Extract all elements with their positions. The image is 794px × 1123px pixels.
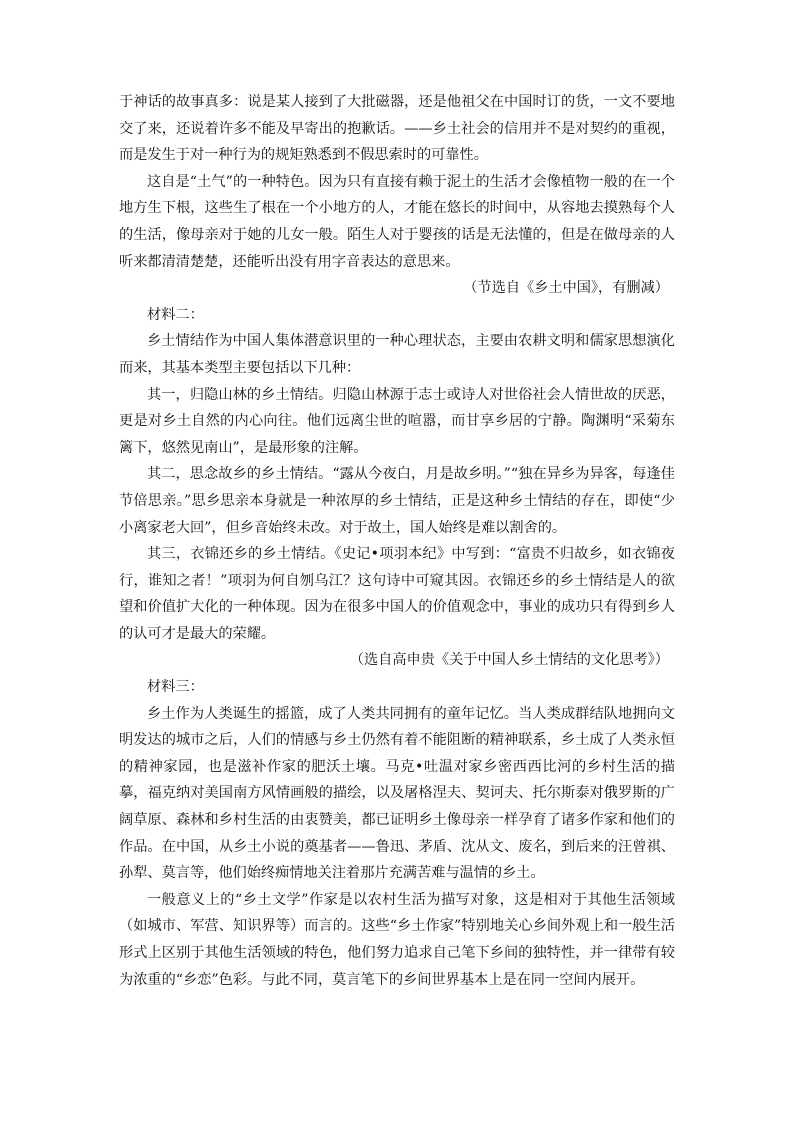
paragraph-cradle: 乡土作为人类诞生的摇篮，成了人类共同拥有的童年记忆。当人类成群结队地拥向文明发达的城市之后，人们的情感与乡土仍然有着不能阻断的精神联系，乡土成了人类永恒的精神家园，也是滋补作家的肥沃土壤。马克•吐温对家乡密西西比河的乡村生活的描摹，福克纳对美国南方风情画般的描绘，以及屠格涅夫、契诃夫、托尔斯泰对俄罗斯的广阔草原、森林和乡村生活的由衷赞美，都已证明乡土像母亲一样孕育了诸多作家和他们的作品。在中国，从乡土小说的奠基者——鲁迅、茅盾、沈从文、废名，到后来的汪曾祺、孙犁、莫言等，他们始终痴情地关注着那片充满苦难与温情的乡土。 <box>119 705 675 882</box>
material-heading-2: 材料二： <box>147 306 204 323</box>
paragraph-intro-continuation: 于神话的故事真多：说是某人接到了大批磁器，还是他祖父在中国时订的货，一文不要地交了来，还说着许多不能及早寄出的抱歉话。——乡土社会的信用并不是对契约的重视，而是发生于对一种行为的规矩熟悉到不假思索时的可靠性。 <box>119 94 675 164</box>
paragraph-xiangtu-qingjie: 乡土情结作为中国人集体潜意识里的一种心理状态，主要由农耕文明和儒家思想演化而来，其基本类型主要包括以下几种： <box>119 333 675 376</box>
paragraph-type-1: 其一，归隐山林的乡土情结。归隐山林源于志士或诗人对世俗社会人情世故的厌恶，更是对乡土自然的内心向往。他们远离尘世的喧嚣，而甘享乡居的宁静。陶渊明“采菊东篱下，悠然见南山”，是最形象的注解。 <box>119 386 675 456</box>
paragraph-xiangtu-wenxue: 一般意义上的“乡土文学”作家是以农村生活为描写对象，这是相对于其他生活领域（如城市、军营、知识界等）而言的。这些“乡土作家”特别地关心乡间外观上和一般生活形式上区别于其他生活领域的特色，他们努力追求自己笔下乡间的独特性，并一律带有较为浓重的“乡恋”色彩。与此不同，莫言笔下的乡间世界基本上是在同一空间内展开。 <box>119 891 675 988</box>
material-heading-3: 材料三： <box>147 679 204 696</box>
source-citation-1: （节选自《乡土中国》，有删减） <box>463 280 669 297</box>
source-citation-2: （选自高申贵《关于中国人乡土情结的文化思考》） <box>349 652 669 669</box>
paragraph-type-3: 其三，衣锦还乡的乡土情结。《史记•项羽本纪》中写到：“富贵不归故乡，如衣锦夜行，谁知之者！”项羽为何自刎乌江？这句诗中可窥其因。衣锦还乡的乡土情结是人的欲望和价值扩大化的一种体现。因为在很多中国人的价值观念中，事业的成功只有得到乡人的认可才是最大的荣耀。 <box>119 546 675 642</box>
paragraph-tuqi: 这自是“土气”的一种特色。因为只有直接有赖于泥土的生活才会像植物一般的在一个地方生下根，这些生了根在一个小地方的人，才能在悠长的时间中，从容地去摸熟每个人的生活，像母亲对于她的儿女一般。陌生人对于婴孩的话是无法懂的，但是在做母亲的人听来都清清楚楚，还能听出没有用字音表达的意思来。 <box>119 173 675 270</box>
document-body <box>119 89 675 993</box>
paragraph-type-2: 其二，思念故乡的乡土情结。“露从今夜白，月是故乡明。”“独在异乡为异客，每逢佳节倍思亲。”思乡思亲本身就是一种浓厚的乡土情结，正是这种乡土情结的存在，即使“少小离家老大回”，但乡音始终未改。对于故土，国人始终是难以割舍的。 <box>119 466 675 536</box>
